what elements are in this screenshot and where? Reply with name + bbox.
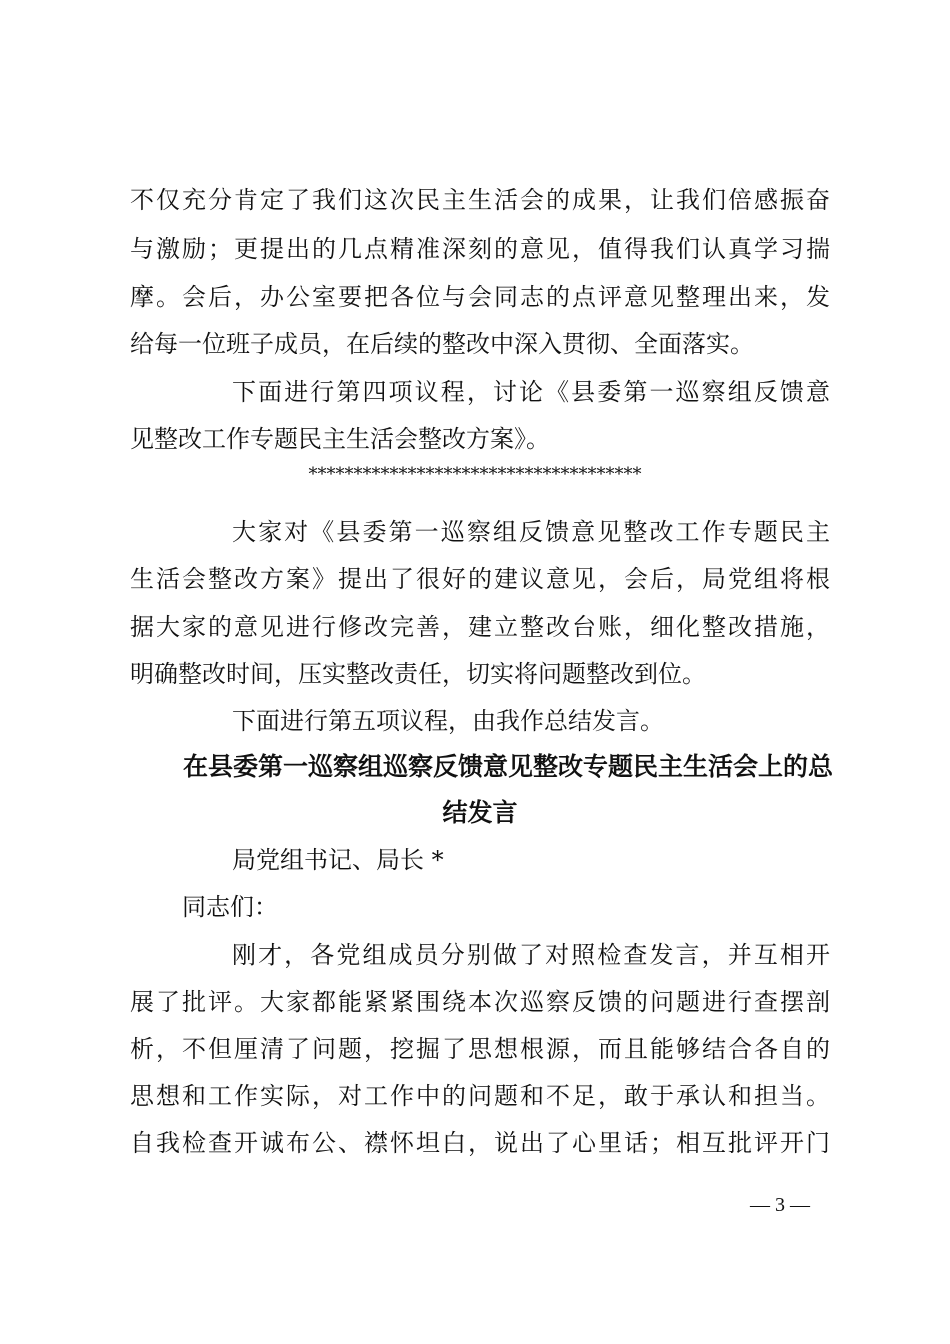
body-text-line: 展了批评。大家都能紧紧围绕本次巡察反馈的问题进行查摆剖 [130, 988, 830, 1016]
body-text-line: 生活会整改方案》提出了很好的建议意见，会后，局党组将根 [130, 565, 830, 593]
asterisk-separator: ************************************* [308, 464, 642, 485]
body-text-line: 摩。会后，办公室要把各位与会同志的点评意见整理出来，发 [130, 283, 830, 311]
body-text-line: 下面进行第五项议程，由我作总结发言。 [232, 707, 664, 735]
body-text-line: 下面进行第四项议程，讨论《县委第一巡察组反馈意 [232, 378, 830, 406]
body-text-line: 析，不但厘清了问题，挖掘了思想根源，而且能够结合各自的 [130, 1035, 830, 1063]
greeting: 同志们： [182, 893, 278, 921]
body-text-line: 刚才，各党组成员分别做了对照检查发言，并互相开 [232, 941, 830, 969]
body-text-line: 与激励；更提出的几点精准深刻的意见，值得我们认真学习揣 [130, 235, 830, 263]
body-text-line: 大家对《县委第一巡察组反馈意见整改工作专题民主 [232, 518, 830, 546]
body-text-line: 自我检查开诚布公、襟怀坦白，说出了心里话；相互批评开门 [130, 1129, 830, 1157]
body-text-line: 思想和工作实际，对工作中的问题和不足，敢于承认和担当。 [130, 1082, 830, 1110]
speaker-byline: 局党组书记、局长 * [232, 846, 444, 874]
body-text-line: 据大家的意见进行修改完善，建立整改台账，细化整改措施， [130, 613, 830, 641]
page-number: — 3 — [750, 1194, 810, 1216]
body-text-line: 明确整改时间，压实整改责任，切实将问题整改到位。 [130, 660, 706, 688]
body-text-line: 不仅充分肯定了我们这次民主生活会的成果，让我们倍感振奋 [130, 186, 830, 214]
speech-title-line: 结发言 [442, 798, 518, 827]
body-text-line: 见整改工作专题民主生活会整改方案》。 [130, 425, 550, 453]
body-text-line: 给每一位班子成员，在后续的整改中深入贯彻、全面落实。 [130, 330, 754, 358]
speech-title-line: 在县委第一巡察组巡察反馈意见整改专题民主生活会上的总 [183, 752, 834, 781]
